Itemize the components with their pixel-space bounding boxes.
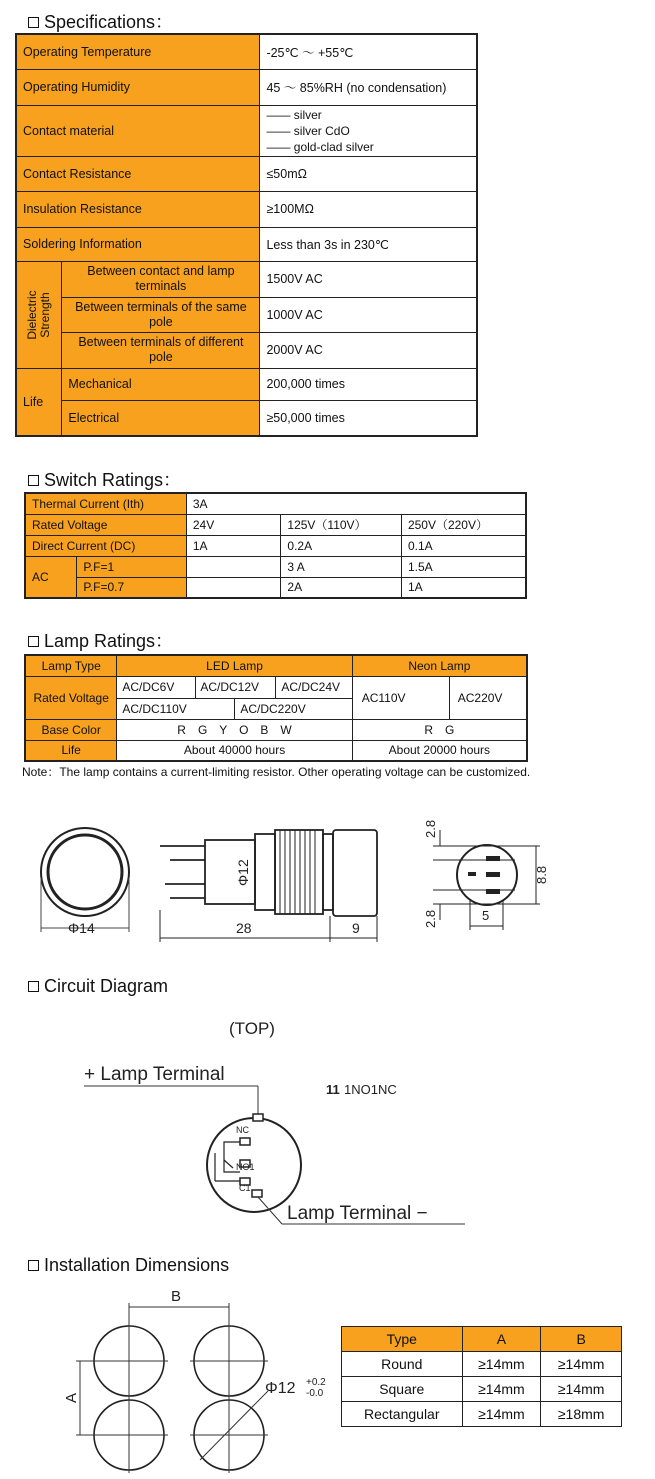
install-cell: Round — [342, 1352, 463, 1377]
life-value: 200,000 times — [260, 368, 477, 400]
switch-ratings-table — [24, 492, 527, 599]
body-dia-label: Φ12 — [235, 859, 251, 886]
spec-value: ≥100MΩ — [260, 191, 477, 227]
voltage-value: 250V（220V） — [401, 514, 526, 535]
led-life: About 40000 hours — [117, 740, 352, 761]
spec-value: -25℃ ～ +55℃ — [260, 34, 477, 69]
thermal-value: 3A — [186, 493, 526, 514]
dielectric-label: Between terminals of different pole — [62, 332, 260, 368]
dim-2-8-top: 2.8 — [423, 819, 438, 838]
install-header: Type — [342, 1327, 463, 1352]
led-voltage: AC/DC24V — [281, 679, 341, 694]
dim-5: 5 — [482, 908, 490, 923]
led-voltages — [117, 676, 352, 719]
base-color-label: Base Color — [25, 719, 117, 740]
front-dia-label: Φ14 — [68, 920, 95, 936]
neon-voltages — [352, 676, 527, 719]
checkbox-icon — [28, 17, 39, 28]
specifications-table — [15, 33, 478, 437]
voltage-value: 125V（110V） — [281, 514, 402, 535]
dielectric-value: 2000V AC — [260, 332, 477, 368]
led-voltage: AC/DC12V — [196, 677, 276, 698]
length-28-label: 28 — [236, 920, 252, 936]
front-view — [41, 828, 129, 916]
ac-label: AC — [25, 556, 77, 598]
rated-voltage-label: Rated Voltage — [25, 676, 117, 719]
install-cell: ≥18mm — [541, 1402, 622, 1427]
material-item: —— silver CdO — [266, 123, 350, 138]
dc-value: 0.2A — [281, 535, 402, 556]
circuit-diagram-heading: Circuit Diagram — [28, 976, 168, 997]
pf07-value: 1A — [401, 577, 526, 598]
pf07-value: 2A — [281, 577, 402, 598]
install-cell: Rectangular — [342, 1402, 463, 1427]
spec-value: 45 ～ 85%RH (no condensation) — [260, 69, 477, 105]
material-item: —— silver — [266, 107, 322, 122]
install-cell: ≥14mm — [541, 1352, 622, 1377]
install-cell: ≥14mm — [462, 1377, 541, 1402]
install-header: B — [541, 1327, 622, 1352]
install-cell: Square — [342, 1377, 463, 1402]
length-9-label: 9 — [352, 920, 360, 936]
neon-lamp-header: Neon Lamp — [352, 655, 527, 676]
spec-label: Soldering Information — [16, 227, 260, 261]
top-label: (TOP) — [229, 1019, 275, 1038]
dc-value: 1A — [186, 535, 281, 556]
dielectric-label: Between contact and lamp terminals — [62, 261, 260, 297]
no-label: NO1 — [236, 1162, 255, 1172]
dimension-drawing — [0, 800, 655, 960]
label-a: A — [63, 1392, 80, 1403]
model-text: 1NO1NC — [344, 1082, 397, 1097]
led-lamp-header: LED Lamp — [117, 655, 352, 676]
c-label: C1 — [239, 1183, 251, 1193]
spec-label: Operating Temperature — [16, 34, 260, 69]
checkbox-icon — [28, 475, 39, 486]
pf07-value — [186, 577, 281, 598]
material-item: —— gold-clad silver — [266, 139, 374, 154]
lamp-type-label: Lamp Type — [25, 655, 117, 676]
neon-voltage: AC110V — [353, 677, 450, 719]
neon-life: About 20000 hours — [352, 740, 527, 761]
installation-table — [341, 1326, 622, 1427]
life-label: Electrical — [62, 400, 260, 436]
pf1-value: 3 A — [281, 556, 402, 577]
checkbox-icon — [28, 1260, 39, 1271]
dc-label: Direct Current (DC) — [25, 535, 186, 556]
lamp-minus-label: Lamp Terminal − — [287, 1203, 428, 1224]
checkbox-icon — [28, 636, 39, 647]
install-cell: ≥14mm — [462, 1402, 541, 1427]
install-cell: ≥14mm — [462, 1352, 541, 1377]
led-colors: R G Y O B W — [117, 719, 352, 740]
install-header: A — [462, 1327, 541, 1352]
led-voltage: AC/DC6V — [117, 677, 196, 698]
specifications-heading: Specifications： — [28, 8, 173, 34]
life-value: ≥50,000 times — [260, 400, 477, 436]
neon-voltage: AC220V — [457, 690, 503, 705]
dc-value: 0.1A — [401, 535, 526, 556]
circuit-diagram — [0, 1010, 655, 1235]
pf1-value — [186, 556, 281, 577]
neon-colors: R G — [352, 719, 527, 740]
hole-dia-label: Φ12 — [265, 1380, 296, 1397]
pf1-value: 1.5A — [401, 556, 526, 577]
lamp-plus-label: + Lamp Terminal — [84, 1064, 225, 1085]
dielectric-group: Dielectric Strength — [16, 261, 62, 368]
switch-ratings-heading: Switch Ratings： — [28, 466, 181, 492]
tolerance-plus: +0.2 — [306, 1377, 326, 1388]
spec-value — [260, 105, 477, 156]
spec-value: Less than 3s in 230℃ — [260, 227, 477, 261]
label-b: B — [171, 1288, 182, 1305]
led-voltage: AC/DC220V — [240, 701, 306, 716]
life-label: Mechanical — [62, 368, 260, 400]
voltage-label: Rated Voltage — [25, 514, 186, 535]
model-number: 11 — [326, 1082, 340, 1097]
dim-2-8-bottom: 2.8 — [423, 909, 438, 928]
pf1-label: P.F=1 — [77, 556, 187, 577]
lamp-ratings-heading: Lamp Ratings： — [28, 627, 173, 653]
side-view — [160, 830, 377, 916]
checkbox-icon — [28, 981, 39, 992]
install-cell: ≥14mm — [541, 1377, 622, 1402]
lamp-ratings-table — [24, 654, 528, 762]
dielectric-label: Between terminals of the same pole — [62, 297, 260, 332]
spec-label: Insulation Resistance — [16, 191, 260, 227]
tolerance-minus: -0.0 — [306, 1388, 324, 1399]
spec-label: Operating Humidity — [16, 69, 260, 105]
thermal-label: Thermal Current (Ith) — [25, 493, 186, 514]
dielectric-value: 1500V AC — [260, 261, 477, 297]
spec-label: Contact material — [16, 105, 260, 156]
spec-value: ≤50mΩ — [260, 156, 477, 191]
spec-label: Contact Resistance — [16, 156, 260, 191]
pf07-label: P.F=0.7 — [77, 577, 187, 598]
lamp-note: Note：The lamp contains a current-limiting resistor. Other operating voltage can be customized. — [22, 765, 531, 779]
dielectric-value: 1000V AC — [260, 297, 477, 332]
led-voltage: AC/DC110V — [117, 699, 235, 719]
life-group: Life — [16, 368, 62, 436]
dim-8-8: 8.8 — [534, 865, 549, 884]
nc-label: NC — [236, 1125, 249, 1135]
voltage-value: 24V — [186, 514, 281, 535]
installation-dimensions-heading: Installation Dimensions — [28, 1255, 229, 1276]
life-label: Life — [25, 740, 117, 761]
installation-drawing — [0, 1285, 345, 1475]
